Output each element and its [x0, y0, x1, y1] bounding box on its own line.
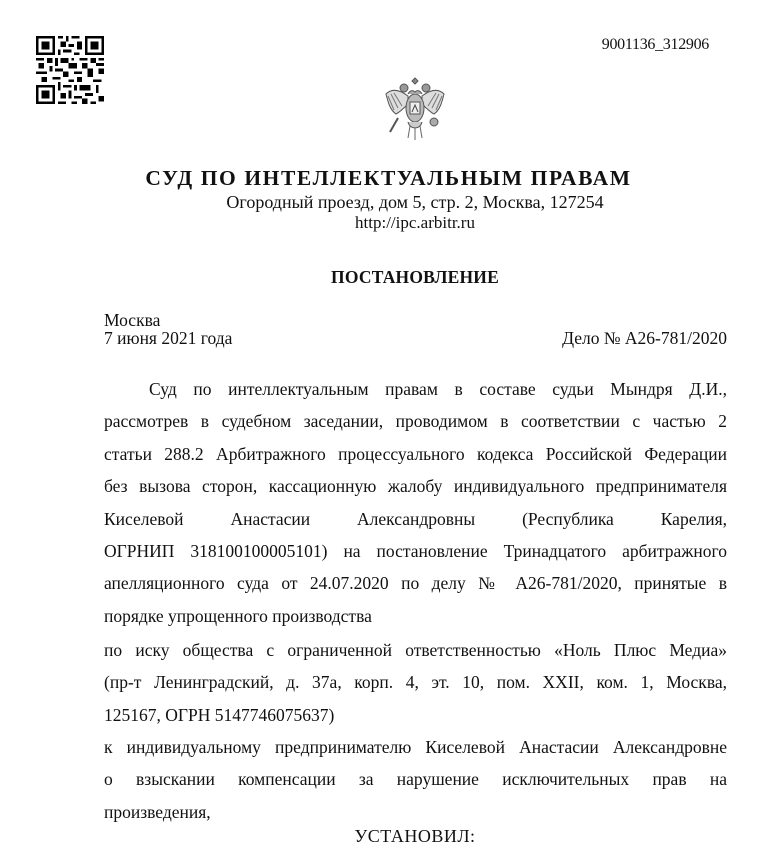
text-line: порядке упрощенного производства	[104, 605, 372, 626]
document-id: 9001136_312906	[601, 36, 709, 53]
text-line: апелляционного суда от 24.07.2020 по делу № А26-781/2020, принятые в	[104, 573, 727, 594]
text-line: к индивидуальному предпринимателю Киселевой Анастасии Александровне	[104, 737, 727, 757]
qr-code-icon	[36, 36, 104, 104]
text-line: Киселевой Анастасии Александровны (Республика Карелия,	[104, 508, 727, 529]
paragraph-court-composition	[104, 373, 727, 632]
text-line: (пр-т Ленинградский, д. 37а, корп. 4, эт. 10, пом. XXII, ком. 1, Москва,	[104, 672, 727, 693]
text-line: по иску общества с ограниченной ответственностью «Ноль Плюс Медиа»	[104, 640, 727, 660]
paragraph-plaintiff	[104, 634, 727, 731]
text-line: без вызова сторон, кассационную жалобу индивидуального предпринимателя	[104, 476, 727, 497]
document-title: ПОСТАНОВЛЕНИЕ	[331, 267, 499, 287]
court-name: СУД ПО ИНТЕЛЛЕКТУАЛЬНЫМ ПРАВАМ	[145, 166, 632, 190]
text-line: о взыскании компенсации за нарушение исключительных прав на	[104, 769, 727, 790]
city: Москва	[104, 310, 161, 330]
paragraph-defendant	[104, 731, 727, 828]
case-number: Дело № А26-781/2020	[562, 328, 727, 348]
court-url-link[interactable]: http://ipc.arbitr.ru	[355, 213, 475, 232]
document-date: 7 июня 2021 года	[104, 328, 233, 348]
text-line: статьи 288.2 Арбитражного процессуального кодекса Российской Федерации	[104, 443, 727, 464]
text-line: рассмотрев в судебном заседании, проводимом в соответствии с частью 2	[104, 411, 727, 432]
section-heading: УСТАНОВИЛ:	[354, 826, 476, 846]
court-address: Огородный проезд, дом 5, стр. 2, Москва, 127254	[226, 192, 604, 212]
text-line: Суд по интеллектуальным правам в составе судьи Мындря Д.И.,	[149, 379, 727, 399]
coat-of-arms-emblem-icon	[380, 74, 450, 146]
text-line: произведения,	[104, 801, 211, 822]
text-line: 125167, ОГРН 5147746075637)	[104, 704, 335, 725]
text-line: ОГРНИП 318100100005101) на постановление Тринадцатого арбитражного	[104, 541, 727, 562]
